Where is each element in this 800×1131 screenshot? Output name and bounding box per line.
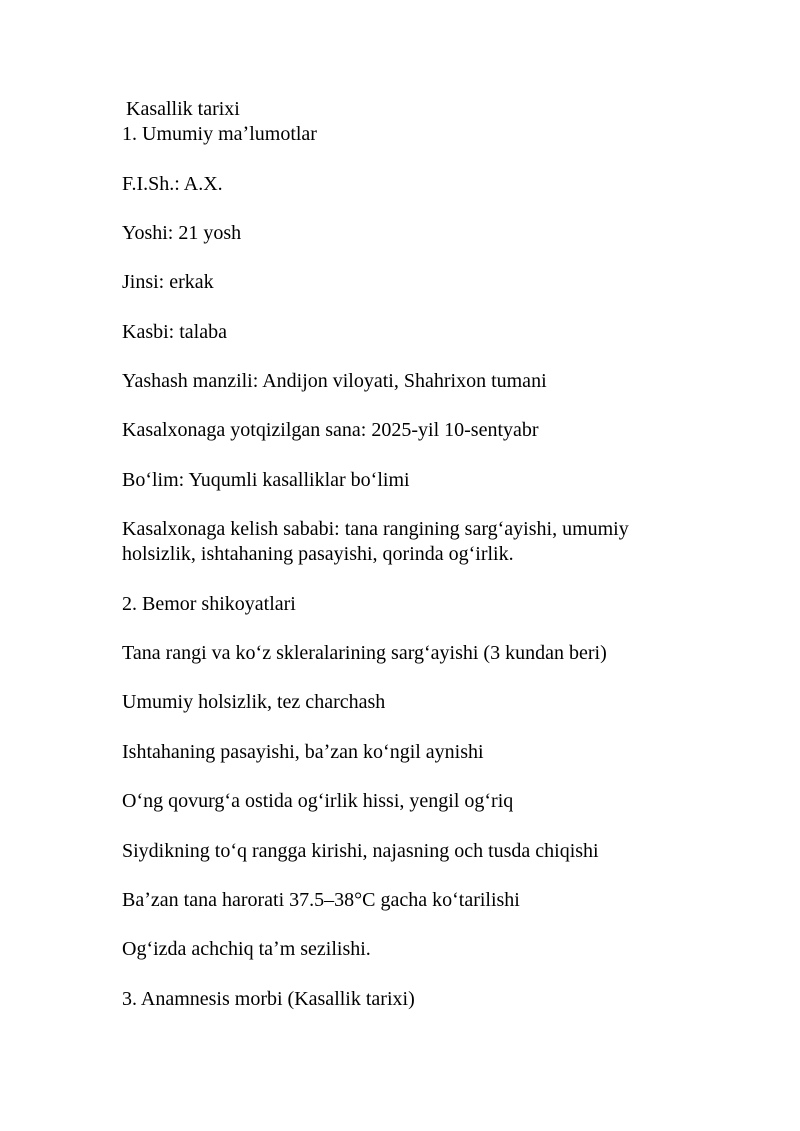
patient-occupation: Kasbi: talaba (122, 321, 227, 343)
section-heading-anamnesis: 3. Anamnesis morbi (Kasallik tarixi) (122, 988, 415, 1010)
patient-address: Yashash manzili: Andijon viloyati, Shahrixon tumani (122, 370, 547, 392)
admission-date: Kasalxonaga yotqizilgan sana: 2025-yil 10-sentyabr (122, 419, 539, 441)
complaint-item: Umumiy holsizlik, tez charchash (122, 691, 386, 713)
complaint-item: Ishtahaning pasayishi, baʼzan koʻngil aynishi (122, 741, 484, 763)
complaint-item: Oʻng qovurgʻa ostida ogʻirlik hissi, yengil ogʻriq (122, 790, 514, 812)
admission-reason-line-1: Kasalxonaga kelish sababi: tana rangining sargʻayishi, umumiy (122, 518, 629, 540)
patient-sex: Jinsi: erkak (122, 271, 214, 293)
patient-initials: F.I.Sh.: A.X. (122, 173, 223, 195)
patient-age: Yoshi: 21 yosh (122, 222, 242, 244)
section-heading-complaints: 2. Bemor shikoyatlari (122, 593, 296, 615)
complaint-item: Siydikning toʻq rangga kirishi, najasning och tusda chiqishi (122, 840, 599, 862)
section-heading-general-info: 1. Umumiy maʼlumotlar (122, 123, 317, 145)
complaint-item: Ogʻizda achchiq taʼm sezilishi. (122, 938, 371, 960)
complaint-item: Tana rangi va koʻz skleralarining sargʻayishi (3 kundan beri) (122, 642, 607, 664)
department: Boʻlim: Yuqumli kasalliklar boʻlimi (122, 469, 410, 491)
document-title: Kasallik tarixi (126, 98, 240, 120)
admission-reason-line-2: holsizlik, ishtahaning pasayishi, qorinda ogʻirlik. (122, 543, 514, 565)
complaint-item: Baʼzan tana harorati 37.5–38°C gacha koʻtarilishi (122, 889, 520, 911)
